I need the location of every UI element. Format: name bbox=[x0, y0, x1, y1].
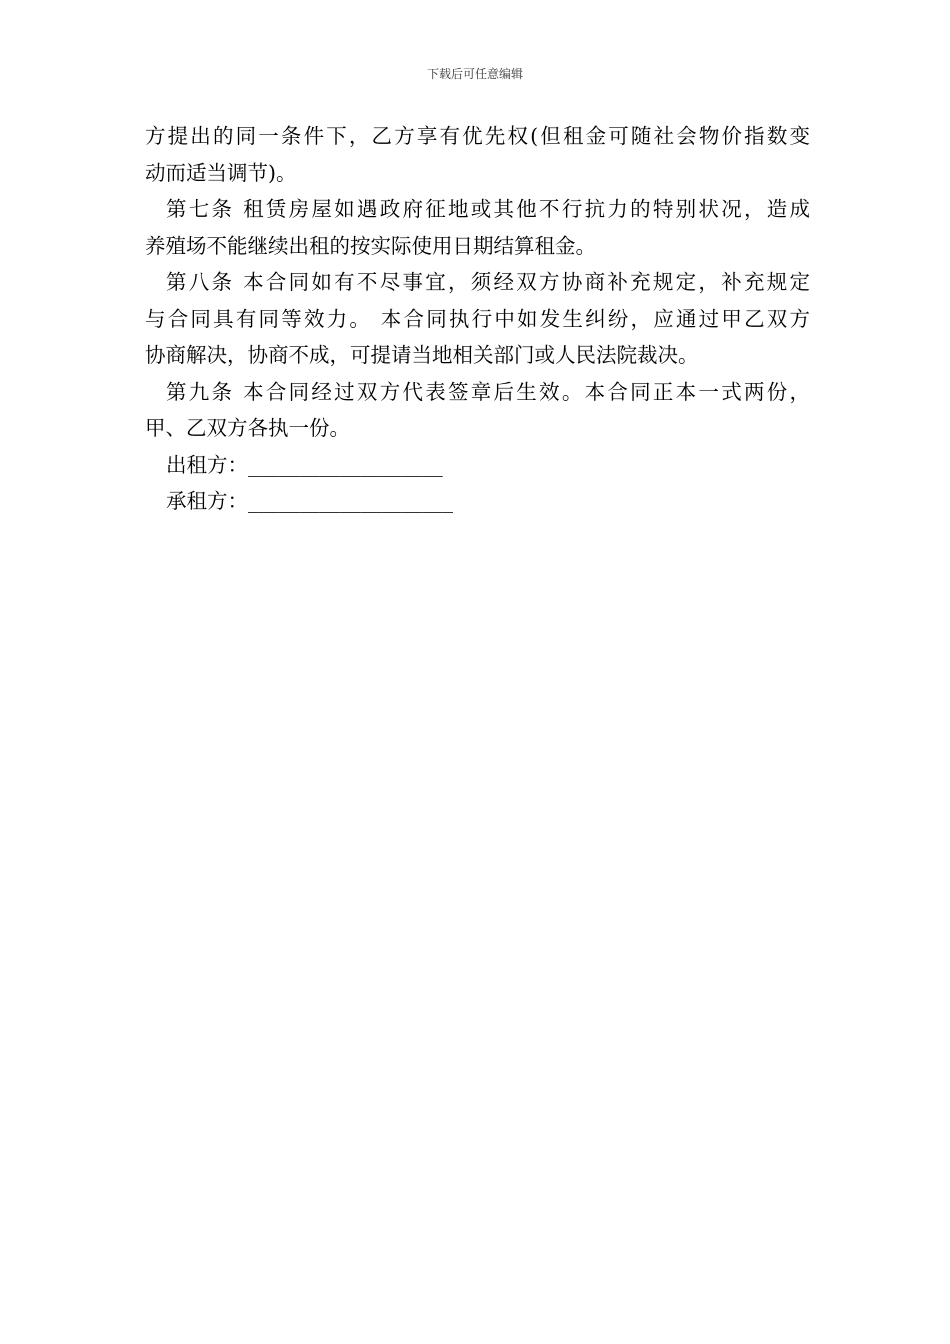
article-8-line: 第八条 本合同如有不尽事宜，须经双方协商补充规定，补充规定 bbox=[166, 270, 810, 294]
article-9-line: 第九条 本合同经过双方代表签章后生效。本合同正本一式两份， bbox=[166, 379, 810, 404]
paragraph-line: 与合同具有同等效力。 本合同执行中如发生纠纷，应通过甲乙双方 bbox=[145, 306, 810, 331]
article-7-line: 第七条 租赁房屋如遇政府征地或其他不行抗力的特别状况，造成 bbox=[166, 197, 810, 221]
paragraph-line: 方提出的同一条件下，乙方享有优先权(但租金可随社会物价指数变 bbox=[145, 124, 810, 148]
paragraph-line: 养殖场不能继续出租的按实际使用日期结算租金。 bbox=[145, 233, 596, 258]
document-body bbox=[145, 118, 810, 520]
paragraph-line: 动而适当调节)。 bbox=[145, 160, 297, 185]
page-header: 下载后可任意编辑 bbox=[426, 67, 523, 81]
paragraph-line: 甲、乙双方各执一份。 bbox=[145, 416, 350, 440]
paragraph-line: 协商解决，协商不成，可提请当地相关部门或人民法院裁决。 bbox=[145, 343, 699, 367]
lessor-signature-line: 出租方：___________________ bbox=[166, 452, 443, 477]
lessee-signature-line: 承租方：____________________ bbox=[166, 489, 453, 513]
